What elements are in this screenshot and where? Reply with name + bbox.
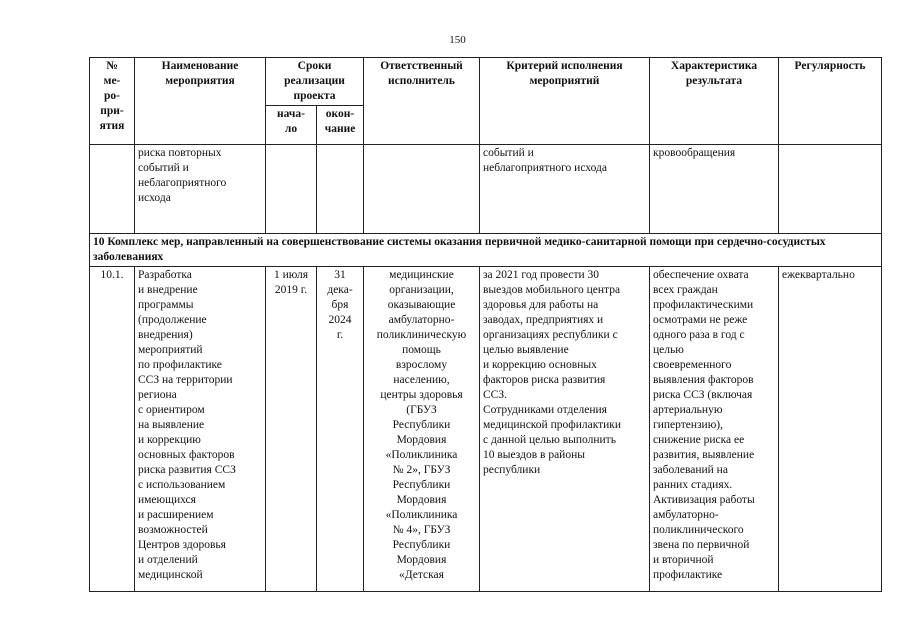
cont-num-cell [90, 145, 135, 234]
table-row [90, 267, 882, 592]
header-num: № ме- ро- при- ятия [90, 58, 135, 145]
row-result-cell: обеспечение охвата всех граждан профилактическими осмотрами не реже одного раза в год с целью своевременного выявления факторов риска ССЗ (включая артериальную гипертензию), снижение риска ее развития, выявление заболеваний на ранних стадиях. Активизация работы амбулаторно- поликлинического звена по первичной и вторичной профилактике [650, 267, 779, 592]
cont-result-cell: кровообращения [650, 145, 779, 234]
action-plan-table [89, 57, 882, 592]
row-regularity-cell: ежеквартально [779, 267, 882, 592]
header-name: Наименование мероприятия [135, 58, 266, 145]
continuation-row [90, 145, 882, 234]
header-executor: Ответственный исполнитель [364, 58, 480, 145]
header-period: Сроки реализации проекта [266, 58, 364, 106]
row-criterion-cell: за 2021 год провести 30 выездов мобильного центра здоровья для работы на заводах, предприятиях и организациях республики с целью выявление и коррекцию основных факторов риска развития ССЗ. Сотрудниками отделения медицинской профилактики с данной целью выполнить 10 выездов в районы республики [480, 267, 650, 592]
cont-end-cell [317, 145, 364, 234]
header-end: окон- чание [317, 106, 364, 145]
row-num: 10.1. [90, 267, 135, 592]
cont-criterion-cell: событий и неблагоприятного исхода [480, 145, 650, 234]
header-result: Характеристика результата [650, 58, 779, 145]
row-executor-cell: медицинские организации, оказывающие амбулаторно- поликлиническую помощь взрослому населению, центры здоровья (ГБУЗ Республики Мордовия «Поликлиника № 2», ГБУЗ Республики Мордовия «Поликлиника № 4», ГБУЗ Республики Мордовия «Детская [364, 267, 480, 592]
header-row [90, 58, 882, 106]
cont-regularity-cell [779, 145, 882, 234]
section-title: 10 Комплекс мер, направленный на совершенствование системы оказания первичной медико-санитарной помощи при сердечно-сосудистых заболеваниях [90, 234, 882, 267]
header-criterion: Критерий исполнения мероприятий [480, 58, 650, 145]
header-regularity: Регулярность [779, 58, 882, 145]
row-name-cell: Разработка и внедрение программы (продолжение внедрения) мероприятий по профилактике ССЗ на территории региона с ориентиром на выявление и коррекцию основных факторов риска развития ССЗ с использованием имеющихся и расширением возможностей Центров здоровья и отделений медицинской [135, 267, 266, 592]
header-start: нача- ло [266, 106, 317, 145]
page-number: 150 [449, 34, 466, 46]
row-start-cell: 1 июля 2019 г. [266, 267, 317, 592]
cont-executor-cell [364, 145, 480, 234]
row-end-cell: 31 дека- бря 2024 г. [317, 267, 364, 592]
cont-name-cell: риска повторных событий и неблагоприятного исхода [135, 145, 266, 234]
cont-start-cell [266, 145, 317, 234]
section-row [90, 234, 882, 267]
